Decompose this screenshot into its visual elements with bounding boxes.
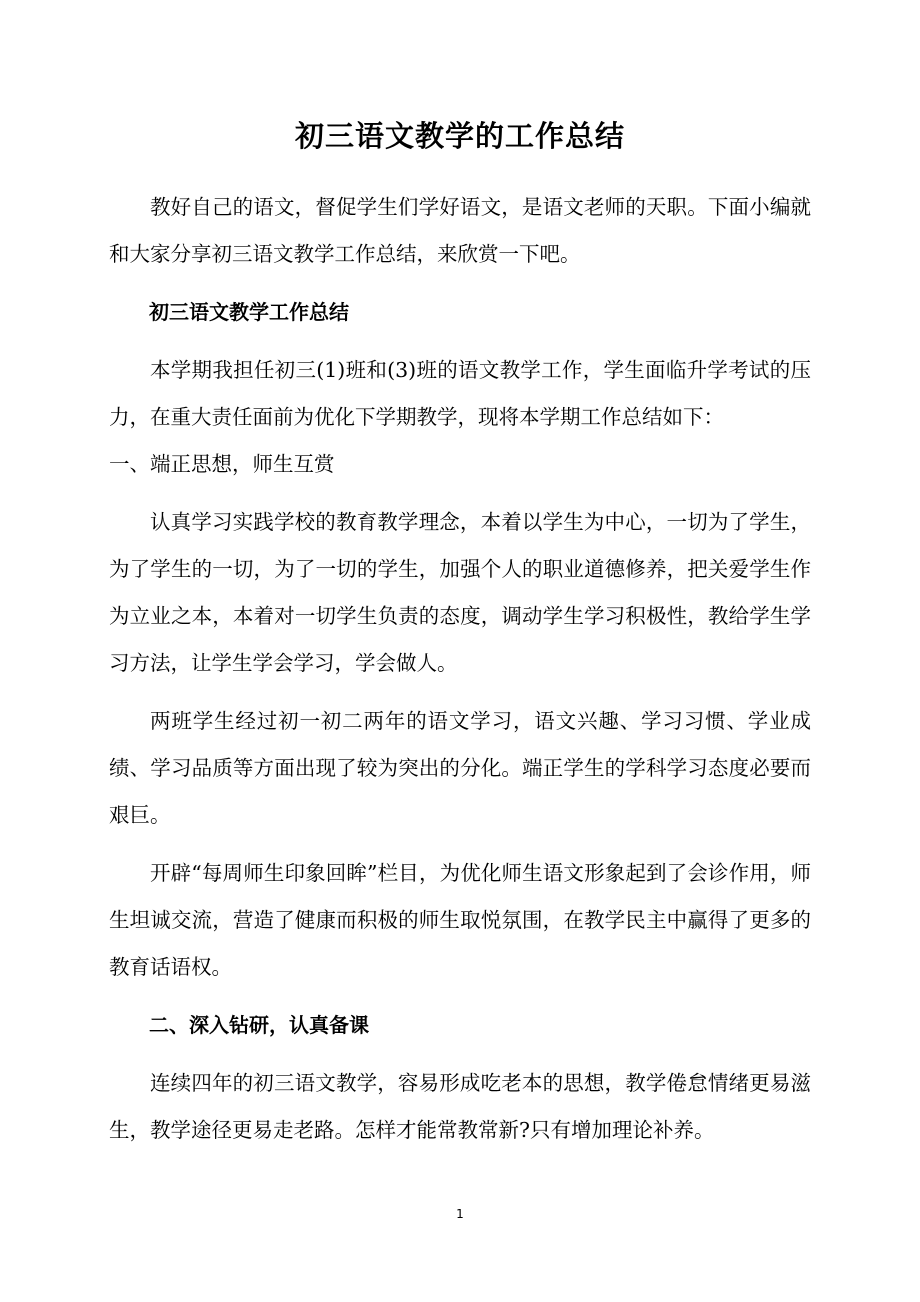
page-number: 1 — [456, 1207, 464, 1221]
paragraph-1: 本学期我担任初三(1)班和(3)班的语文教学工作，学生面临升学考试的压力，在重大责任面前为优化下学期教学，现将本学期工作总结如下： — [109, 358, 811, 429]
section-2-heading: 二、深入钻研，认真备课 — [149, 1013, 369, 1037]
paragraph-5: 连续四年的初三语文教学，容易形成吃老本的思想，教学倦怠情绪更易滋生，教学途径更易走老路。怎样才能常教常新?只有增加理论补养。 — [109, 1071, 811, 1142]
document-body — [109, 184, 811, 1165]
document-title: 初三语文教学的工作总结 — [294, 119, 625, 153]
section-1-heading: 一、端正思想，师生互赏 — [109, 452, 335, 476]
intro-paragraph: 教好自己的语文，督促学生们学好语文，是语文老师的天职。下面小编就和大家分享初三语文教学工作总结，来欣赏一下吧。 — [109, 195, 811, 266]
subtitle-heading: 初三语文教学工作总结 — [149, 300, 349, 324]
paragraph-3: 两班学生经过初一初二两年的语文学习，语文兴趣、学习习惯、学业成绩、学习品质等方面出现了较为突出的分化。端正学生的学科学习态度必要而艰巨。 — [109, 709, 811, 827]
paragraph-4: 开辟“每周师生印象回眸”栏目，为优化师生语文形象起到了会诊作用，师生坦诚交流，营造了健康而积极的师生取悦氛围，在教学民主中赢得了更多的教育话语权。 — [109, 861, 811, 979]
paragraph-2: 认真学习实践学校的教育教学理念，本着以学生为中心，一切为了学生，为了学生的一切，为了一切的学生，加强个人的职业道德修养，把关爱学生作为立业之本，本着对一切学生负责的态度，调动学生学习积极性，教给学生学习方法，让学生学会学习，学会做人。 — [109, 510, 811, 675]
